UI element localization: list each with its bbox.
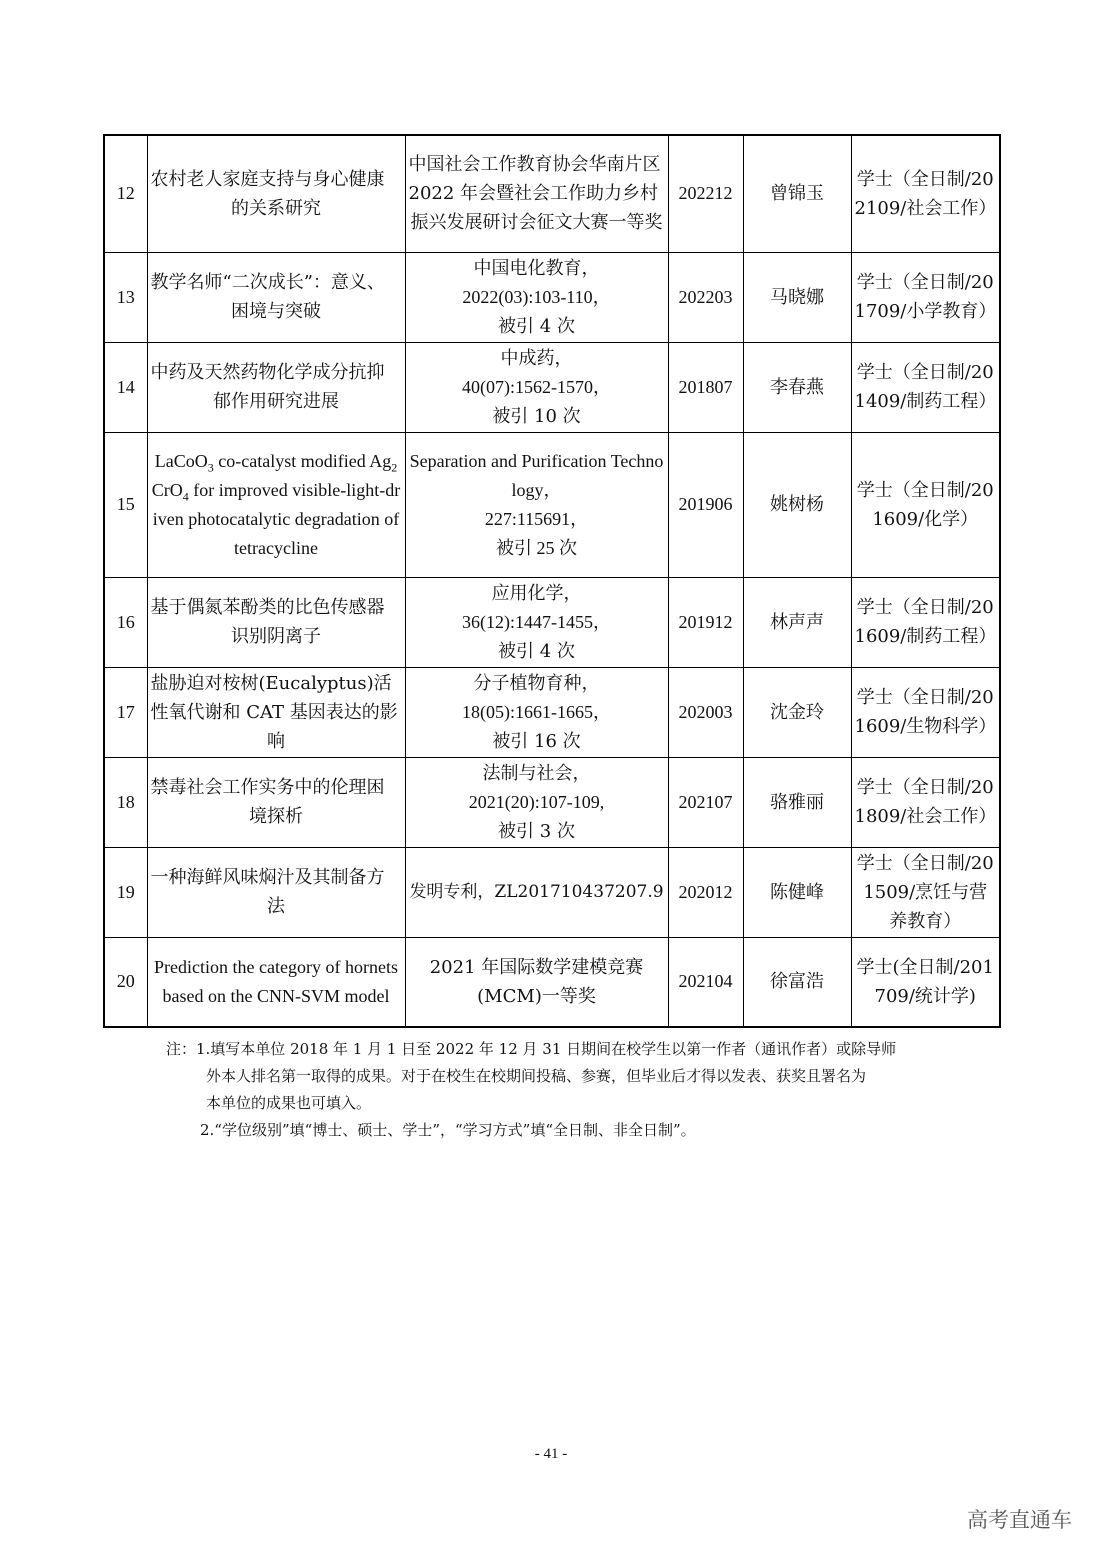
publication-date: 202203 (668, 252, 743, 342)
subscript: 3 (207, 460, 214, 475)
degree-info: 学士（全日制/202109/社会工作） (851, 135, 1000, 252)
publication-source: 发明专利，ZL201710437207.9 (405, 847, 668, 937)
subscript: 2 (391, 460, 398, 475)
journal-name: 法制与社会， (482, 762, 591, 784)
page-number: - 41 - (534, 1446, 568, 1462)
achievement-title: 中药及天然药物化学成分抗抑郁作用研究进展 (147, 342, 405, 432)
journal-name: Separation and Purification Technology， (409, 450, 664, 500)
degree-info: 学士（全日制/201609/化学） (851, 432, 1000, 577)
achievement-title: 禁毒社会工作实务中的伦理困境探析 (147, 757, 405, 847)
citation-count: 被引 10 次 (492, 405, 581, 427)
achievement-title: 一种海鲜风味焖汁及其制备方法 (147, 847, 405, 937)
title-text: for improved visible-light-driven photocatalytic degradation of tetracycline (152, 479, 401, 558)
journal-volume-pages: 227:115691， (484, 508, 589, 529)
citation-count: 被引 4 次 (498, 640, 575, 662)
row-number: 19 (104, 847, 147, 937)
journal-name: 中成药， (500, 347, 573, 369)
journal-volume-pages: 2021(20):107-109, (468, 791, 605, 812)
publication-date: 201912 (668, 577, 743, 667)
results-table (103, 134, 1001, 1028)
citation-count: 被引 4 次 (498, 315, 575, 337)
row-number: 20 (104, 937, 147, 1027)
journal-name: 分子植物育种， (473, 672, 600, 694)
author-name: 曾锦玉 (743, 135, 851, 252)
row-number: 15 (104, 432, 147, 577)
row-number: 17 (104, 667, 147, 757)
table-row (104, 757, 1000, 847)
citation-count: 被引 3 次 (498, 820, 575, 842)
row-number: 13 (104, 252, 147, 342)
table-row (104, 342, 1000, 432)
table-row (104, 252, 1000, 342)
publication-source (405, 252, 668, 342)
table-row (104, 432, 1000, 577)
achievement-title: 基于偶氮苯酚类的比色传感器识别阴离子 (147, 577, 405, 667)
degree-info: 学士（全日制/201409/制药工程） (851, 342, 1000, 432)
note-line: 外本人排名第一取得的成果。对于在校生在校期间投稿、参赛，但毕业后才得以发表、获奖且署名为 (206, 1067, 867, 1085)
note-line: 注：1.填写本单位 2018 年 1 月 1 日至 2022 年 12 月 31 日期间在校学生以第一作者（通讯作者）或除导师 (166, 1040, 897, 1058)
achievement-title (147, 432, 405, 577)
table-row (104, 135, 1000, 252)
achievement-title: Prediction the category of hornets based on the CNN-SVM model (147, 937, 405, 1027)
publication-source (405, 757, 668, 847)
publication-date: 202104 (668, 937, 743, 1027)
degree-info: 学士（全日制/201509/烹饪与营养教育） (851, 847, 1000, 937)
row-number: 16 (104, 577, 147, 667)
publication-source (405, 577, 668, 667)
journal-volume-pages: 36(12):1447-1455， (462, 611, 611, 632)
citation-count: 被引 25 次 (496, 537, 577, 558)
publication-source: 中国社会工作教育协会华南片区 2022 年会暨社会工作助力乡村振兴发展研讨会征文大赛一等奖 (405, 135, 668, 252)
degree-info: 学士（全日制/201809/社会工作） (851, 757, 1000, 847)
table-notes (166, 1036, 956, 1144)
author-name: 陈健峰 (743, 847, 851, 937)
author-name: 徐富浩 (743, 937, 851, 1027)
author-name: 姚树杨 (743, 432, 851, 577)
publication-date: 202212 (668, 135, 743, 252)
publication-source: 2021 年国际数学建模竞赛(MCM)一等奖 (405, 937, 668, 1027)
table-row (104, 667, 1000, 757)
title-text: co-catalyst modified Ag (213, 450, 392, 471)
author-name: 林声声 (743, 577, 851, 667)
publication-date: 201906 (668, 432, 743, 577)
degree-info: 学士（全日制/201609/制药工程） (851, 577, 1000, 667)
degree-info: 学士（全日制/201709/小学教育） (851, 252, 1000, 342)
note-line: 2.“学位级别”填“博士、硕士、学士”，“学习方式”填“全日制、非全日制”。 (200, 1121, 696, 1139)
publication-date: 202012 (668, 847, 743, 937)
table-row (104, 577, 1000, 667)
row-number: 18 (104, 757, 147, 847)
publication-date: 202107 (668, 757, 743, 847)
achievement-title: 农村老人家庭支持与身心健康的关系研究 (147, 135, 405, 252)
journal-volume-pages: 40(07):1562-1570， (462, 376, 611, 397)
author-name: 马晓娜 (743, 252, 851, 342)
table-row (104, 847, 1000, 937)
journal-volume-pages: 2022(03):103-110， (462, 286, 611, 307)
note-line: 本单位的成果也可填入。 (206, 1094, 372, 1112)
achievement-title: 教学名师“二次成长”：意义、困境与突破 (147, 252, 405, 342)
publication-date: 202003 (668, 667, 743, 757)
publication-source (405, 432, 668, 577)
journal-name: 中国电化教育， (473, 257, 600, 279)
title-text: LaCoO (154, 450, 208, 471)
journal-name: 应用化学， (491, 582, 582, 604)
title-text: CrO (151, 479, 183, 500)
author-name: 李春燕 (743, 342, 851, 432)
row-number: 14 (104, 342, 147, 432)
achievement-title: 盐胁迫对桉树(Eucalyptus)活性氧代谢和 CAT 基因表达的影响 (147, 667, 405, 757)
table-row (104, 937, 1000, 1027)
author-name: 骆雅丽 (743, 757, 851, 847)
row-number: 12 (104, 135, 147, 252)
journal-volume-pages: 18(05):1661-1665， (462, 701, 611, 722)
watermark-text: 高考直通车 (967, 1508, 1072, 1532)
subscript: 4 (182, 489, 189, 504)
publication-date: 201807 (668, 342, 743, 432)
publication-source (405, 342, 668, 432)
degree-info: 学士(全日制/201709/统计学) (851, 937, 1000, 1027)
author-name: 沈金玲 (743, 667, 851, 757)
degree-info: 学士（全日制/201609/生物科学） (851, 667, 1000, 757)
publication-source (405, 667, 668, 757)
citation-count: 被引 16 次 (492, 730, 581, 752)
